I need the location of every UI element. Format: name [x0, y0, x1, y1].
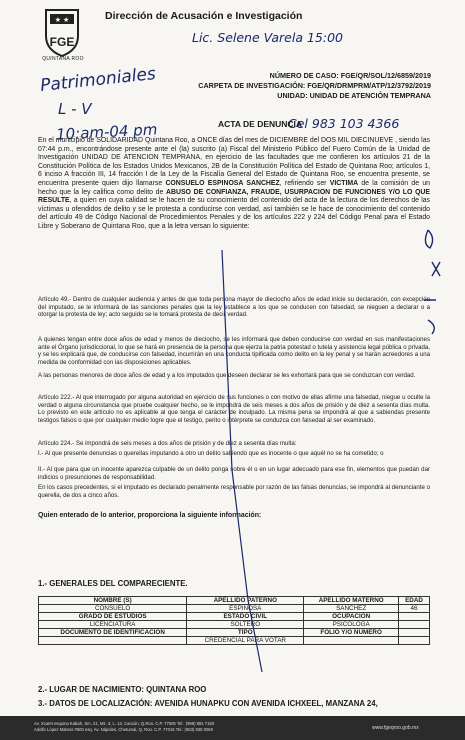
table-cell: EDAD — [399, 597, 430, 605]
table-cell: APELLIDO MATERNO — [304, 597, 399, 605]
table-cell: SANCHEZ — [304, 605, 399, 613]
article-224-end: En los casos precedentes, si el imputado es declarado penalmente responsable por razón de las falsas denuncias, se impondrá al denunciante o querella, de dos a cinco años. — [38, 484, 430, 499]
table-cell: OCUPACIÓN — [304, 613, 399, 621]
table-cell: APELLIDO PATERNO — [187, 597, 304, 605]
svg-text:★ ★: ★ ★ — [54, 17, 70, 24]
section-3-location: 3.- DATOS DE LOCALIZACIÓN: AVENIDA HUNAPKU CON AVENIDA ICHXEEL, MANZANA 24, — [38, 699, 378, 708]
table-cell: PSICOLOGA — [304, 621, 399, 629]
table-cell: NOMBRE (S) — [39, 597, 187, 605]
table-cell: FOLIO Y/O NUMERO — [304, 629, 399, 637]
table-cell: GRADO DE ESTUDIOS — [39, 613, 187, 621]
table-cell: CREDENCIAL PARA VOTAR — [187, 637, 304, 645]
victim-label: VICTIMA — [329, 179, 359, 187]
handwritten-note-patrimoniales: Patrimoniales — [39, 63, 157, 97]
unidad: UNIDAD: UNIDAD DE ATENCIÓN TEMPRANA — [277, 91, 431, 100]
intro-text-4: , a quien en cuya calidad se le hacen de su conocimiento del contenido del acta de la lectura de los derechos de las víctimas u ofendidos de delito y se le protesta a conducirse con verdad, así también se le hace de conocimiento del contenido del artículo 49 de Código Nacional de Procedimientos Penales y de los artículos 222 y 224 del Código Penal para el Estado Libre y Soberano de Quintana Roo, que a la letra versan lo siguiente: — [38, 197, 430, 230]
footer-bar — [0, 716, 465, 740]
intro-text-3: de la comisión de un hecho que la ley califica como delito de — [38, 179, 430, 196]
intro-text-1: En el municipio de SOLIDARIDAD Quintana Roo, a ONCE días del mes de DICIEMBRE del DOS MIL DIECINUEVE , siendo las 07:44 p.m., encontrándose presente ante el (la) suscrito (a) Fiscal del Ministerio Público del Fuero Común de la Unidad de Investigación UNIDAD DE ATENCION TEMPRANA, en ejercicio de las facultades que me confieren los artículos 21 de la Constitución Política de los Estados Unidos Mexicanos, 2B de la Constitución Política del Estado de Quintana Roo; artículos 1, 6 inciso A fracción III, 14 fracción I de la Ley de la Fiscalía General del Estado de Quintana Roo, se encuentra presente, se encuentra presente quien dijo llamarse — [38, 137, 430, 187]
case-number: NÚMERO DE CASO: FGE/QR/SOL/12/6859/2019 — [269, 71, 431, 80]
table-cell: TIPO — [187, 629, 304, 637]
complainant-name: CONSUELO ESPINOSA SANCHEZ — [165, 179, 280, 187]
handwritten-contact: Lic. Selene Varela 15:00 — [192, 30, 344, 45]
article-49: Artículo 49.- Dentro de cualquier audiencia y antes de que toda persona mayor de dieciocho años de edad inicie su declaración, con excepción del imputado, se le informará de las sanciones penales que la ley establece a los que se conducen con falsedad, se nieguen a declarar o a otorgar la protesta de ley; acto seguido se le tomará protesta de decir verdad. — [38, 296, 430, 319]
footer-addresses — [34, 721, 324, 733]
table-cell: LICENCIATURA — [39, 621, 187, 629]
footer-url[interactable]: www.fgeqroo.gob.mx — [372, 725, 419, 731]
article-222: Artículo 222.- Al que interrogado por alguna autoridad en ejercicio de sus funciones o con motivo de ellas afirme una falsedad, niegue u oculte la verdad o alguna circunstancia que pruebe cualquier hecho, se le impondrá de seis meses a dos años de prisión y de diez a sesenta días multa. Lo previsto en este artículo no es aplicable al que tenga el carácter de inculpado. La misma pena se impondrá al que a sabiendas presente testigos falsos o que por cualquier medio logre que el testigo, perito o intérprete se conduzca con falsedad al ser examinado. — [38, 394, 430, 424]
table-cell: ESPINOSA — [187, 605, 304, 613]
table-cell: DOCUMENTO DE IDENTIFICACIÓN — [39, 629, 187, 637]
footer-address-2: Adolfo López Mateos #500 esq. Av. Nápoles, Chetumal, Q. Roo. C.P. 77015 Tel.: (983) 835 0050 — [34, 727, 213, 732]
table-cell: CONSUELO — [39, 605, 187, 613]
logo-caption: QUINTANA ROO — [42, 56, 84, 62]
minors-paragraph: A quienes tengan entre doce años de edad y menos de dieciocho, se les informará que deben conducirse con verdad en sus manifestaciones ante el Órgano jurisdiccional, lo que se hará en presencia de la persona que ejerza la patria potestad o tutela y asistencia legal pública o privada, y se les explicará que, de conducirse con falsedad, incurrirán en una conducta tipificada como delito en la ley penal y se harán acreedores a una medida de conformidad con las disposiciones aplicables. — [38, 336, 430, 366]
handwritten-days: L - V — [58, 100, 92, 118]
minors-paragraph-2: A las personas menores de doce años de edad y a los imputados que deseen declarar se les exhortará para que se conduzcan con verdad. — [38, 372, 416, 379]
intro-text-2: , refiriendo ser — [279, 179, 330, 187]
crime-label: ABUSO DE CONFIANZA, FRAUDE, USURPACION DE FUNCIONES Y/O LO QUE RESULTE — [38, 188, 430, 205]
footer-address-1: Av. Xcaret esquina Kabah, Sm. 21, Mz. 3, L. 13, Cancún, Q.Roo. C.P. 77505 Tel.: (998) 881 7150 — [34, 721, 215, 726]
article-224-ii: II.- Al que para que un inocente aparezca culpable de un delito ponga sobre él o en un lugar adecuado para ese fin, elementos que puedan dar indicios o presunciones de responsabilidad. — [38, 466, 430, 481]
section-2-birthplace: 2.- LUGAR DE NACIMIENTO: QUINTANA ROO — [38, 685, 207, 694]
article-224: Artículo 224.- Se impondrá de seis meses a dos años de prisión y de diez a sesenta días multa: — [38, 440, 297, 447]
carpeta-investigacion: CARPETA DE INVESTIGACIÓN: FGE/QR/DRMPRM/ATP/12/3792/2019 — [198, 81, 431, 90]
article-224-i: I.- Al que presente denuncias o querellas imputando a otro un delito sabiendo que es inocente o que aquél no se ha cometido; o — [38, 450, 384, 457]
handwritten-hours: 10:am-04 pm — [55, 120, 158, 144]
table-cell: SOLTERO — [187, 621, 304, 629]
enterado-line: Quien enterado de lo anterior, proporciona la siguiente información: — [38, 512, 262, 519]
table-cell: 46 — [399, 605, 430, 613]
acta-title: ACTA DE DENUNCIA — [218, 119, 303, 129]
section-1-heading: 1.- GENERALES DEL COMPARECIENTE. — [38, 579, 188, 588]
department-title: Dirección de Acusación e Investigación — [105, 10, 303, 22]
table-cell: ESTADO CIVIL — [187, 613, 304, 621]
handwritten-phone: Cel 983 103 4366 — [288, 116, 400, 131]
svg-text:FGE: FGE — [49, 35, 75, 49]
